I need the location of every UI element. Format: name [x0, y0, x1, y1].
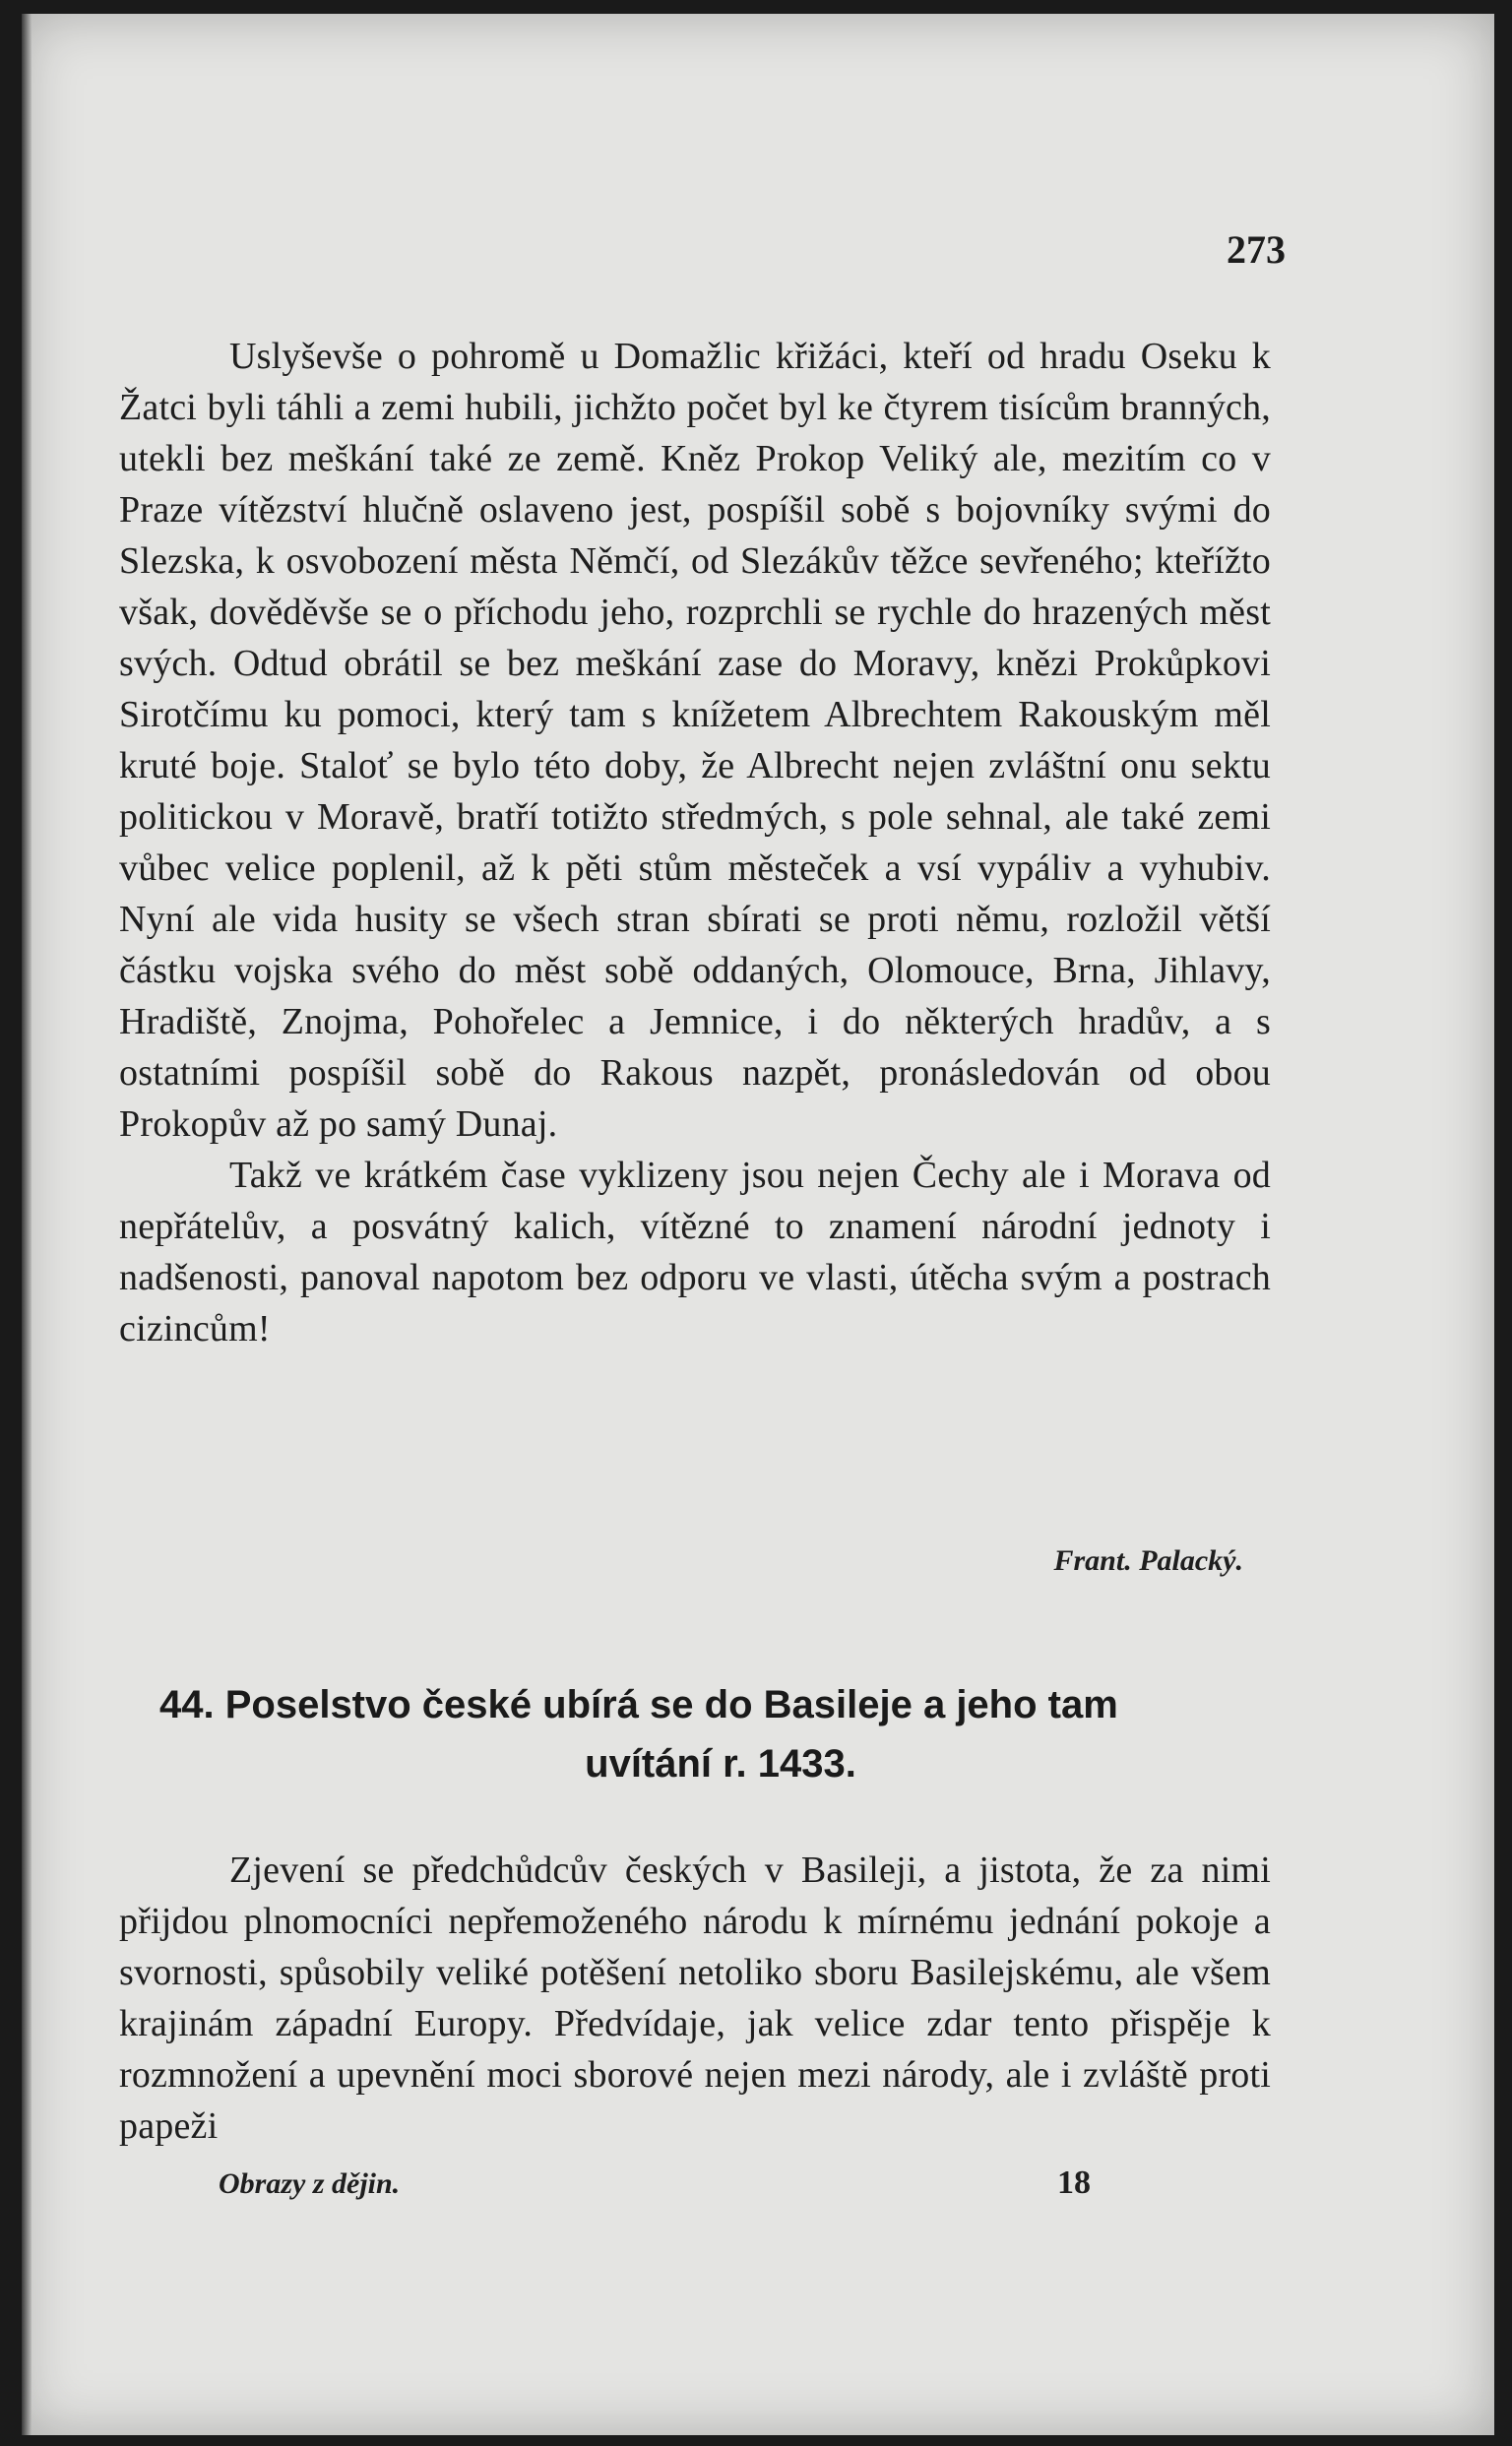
section-text-2: [119, 1845, 1271, 2152]
paragraph: Uslyševše o pohromě u Domažlic křižáci, kteří od hradu Oseku k Žatci byli táhli a zemi hubili, jichžto počet byl ke čtyrem tisícům branných, utekli bez meškání také ze země. Kněz Prokop Veliký ale, mezitím co v Praze vítězství hlučně oslaveno jest, pospíšil sobě s bojovníky svými do Slezska, k osvobození města Němčí, od Slezákův těžce sevřeného; kteřížto však, dověděvše se o příchodu jeho, rozprchli se rychle do hrazených měst svých. Odtud obrátil se bez meškání zase do Moravy, knězi Prokůpkovi Sirotčímu ku pomoci, který tam s knížetem Albrechtem Rakouským měl kruté boje. Staloť se bylo této doby, že Albrecht nejen zvláštní onu sektu politickou v Moravě, bratří totižto středmých, s pole sehnal, ale také zemi vůbec velice poplenil, až k pěti stům městeček a vsí vypáliv a vyhubiv. Nyní ale vida husity se všech stran sbírati se proti němu, rozložil větší částku vojska svého do měst sobě oddaných, Olomouce, Brna, Jihlavy, Hradiště, Znojma, Pohořelec a Jemnice, i do některých hradův, a s ostatními pospíšil sobě do Rakous nazpět, pronásledován od obou Prokopův až po samý Dunaj.: [119, 336, 1271, 1145]
chapter-heading: [159, 1675, 1262, 1793]
paragraph: Zjevení se předchůdcův českých v Basileji, a jistota, že za nimi přijdou plnomocníci nepřemoženého národu k mírnému jednání pokoje a svornosti, spůsobily veliké potěšení netoliko sboru Basilejskému, ale všem krajinám západní Europy. Předvídaje, jak velice zdar tento přispěje k rozmnožení a upevnění moci sborové nejen mezi národy, ale i zvláště proti papeži: [119, 1850, 1271, 2147]
paragraph: Takž ve krátkém čase vyklizeny jsou nejen Čechy ale i Morava od nepřátelův, a posvátný kalich, vítězné to znamení národní jednoty i nadšenosti, panoval napotom bez odporu ve vlasti, útěcha svým a postrach cizincům!: [119, 1155, 1271, 1349]
page-number: 273: [1227, 227, 1286, 272]
section-text-1: [119, 331, 1271, 1354]
book-page: [22, 14, 1494, 2435]
footer-signature-mark: 18: [1057, 2164, 1091, 2201]
chapter-heading-line-1: 44. Poselstvo české ubírá se do Basileje a jeho tam: [159, 1683, 1118, 1726]
author-signature: Frant. Palacký.: [1053, 1544, 1243, 1577]
chapter-heading-line-2: uvítání r. 1433.: [585, 1742, 856, 1786]
footer-book-title: Obrazy z dějin.: [219, 2167, 401, 2200]
page-gutter-shadow: [22, 14, 32, 2435]
